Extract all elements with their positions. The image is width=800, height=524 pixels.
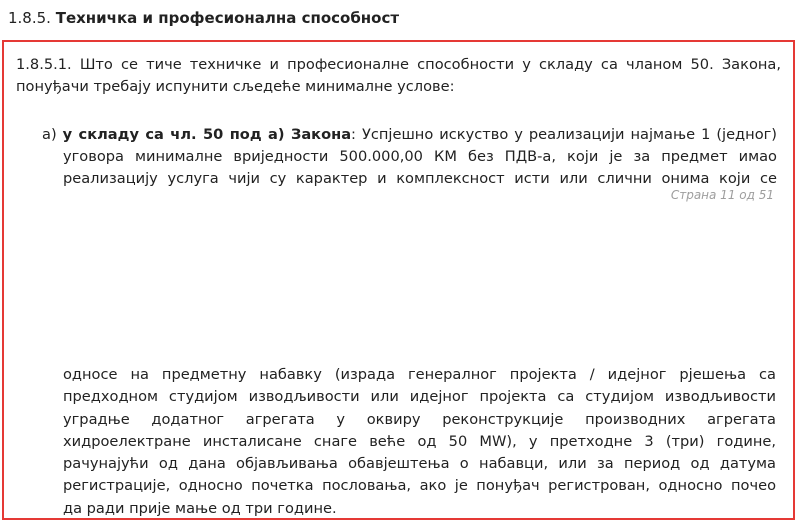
requirement-item-a [42,124,777,190]
item-marker: а) [42,126,57,143]
item-a-line-1 [42,124,777,146]
continuation-line: предходном студијом изводљивости или идејног пројекта са студијом изводљивости [63,388,776,406]
page-number-footer: Страна 11 од 51 [670,188,774,202]
continuation-line: уградње додатног агрегата у оквиру реконструкције производних агрегата [63,410,776,428]
section-title: Техничка и професионална способност [55,9,400,27]
item-separator: : [351,126,356,143]
intro-paragraph: 1.8.5.1. Што се тиче техничке и професионалне способности у складу са чланом 50. Закона, понуђачи требају испунити сљедеће минималне услове: [16,56,781,95]
continuation-line: хидроелектране инсталисане снаге веће од 50 MW), у претходне 3 (три) године, [63,432,776,450]
continuation-line: рачунајући од дана објављивања обавјештења о набавци, или за период од датума [63,455,776,473]
section-number: 1.8.5. [8,9,51,27]
continuation-line: односе на предметну набавку (израда генералног пројекта / идејног рјешења са [63,366,776,383]
continuation-line: регистрације, односно почетка пословања, ако је понуђач регистрован, односно почео [63,477,776,495]
continuation-paragraph [63,364,776,520]
item-first-text: Успјешно искуство у реализацији најмање 1 (једног) [355,126,777,143]
section-heading [8,9,399,27]
continuation-line: да ради прије мање од три године. [63,499,337,517]
item-a-line-2: уговора минималне вриједности 500.000,00 КМ без ПДВ-а, који је за предмет имао [63,148,777,165]
item-bold-label: у складу са чл. 50 под а) Закона [62,126,352,143]
item-a-line-3: реализацију услуга чији су карактер и комплексност исти или слични онима који се [63,170,777,187]
